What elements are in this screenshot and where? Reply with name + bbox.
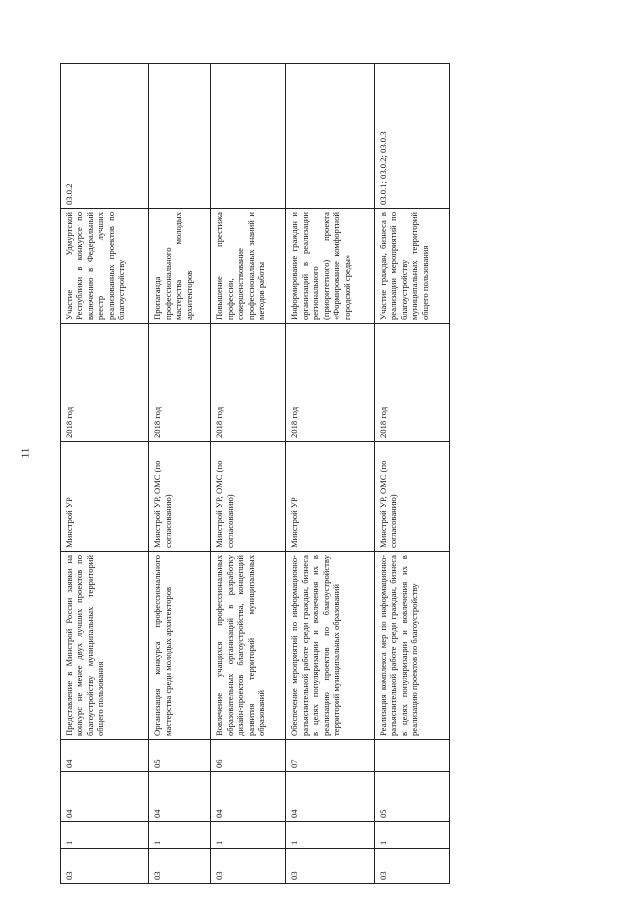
cell-implementation-period: 2018 год — [211, 324, 286, 442]
cell-event-name: Организация конкурса профессионального мастерства среди молодых архитекторов — [149, 552, 211, 740]
cell-event-name: Реализация комплекса мер по информационно-разъяснительной работе среди граждан, бизнеса в целях популяризации и вовлечения их в реализацию проектов по благоустройству — [374, 552, 449, 740]
cell-expected-result: Информирование граждан и организаций в реализации регионального (приоритетного) проекта «Формирование комфортной городской среды» — [286, 209, 374, 324]
table-row — [149, 64, 211, 884]
cell-code-event: 07 — [286, 740, 374, 772]
cell-event-name: Вовлечение учащихся профессиональных образовательных организаций в разработку дизайн-проектов благоустройства, концепций развития территорий муниципальных образований — [211, 552, 286, 740]
cell-executor: Минстрой УР, ОМС (по согласованию) — [149, 442, 211, 552]
cell-expected-result: Участие граждан, бизнеса в реализации мероприятий по благоустройству муниципальных территорий общего пользования — [374, 209, 449, 324]
cell-executor: Минстрой УР — [61, 442, 149, 552]
cell-code-subprogram: 1 — [149, 822, 211, 849]
page-number: 11 — [19, 447, 32, 459]
cell-implementation-period: 2018 год — [374, 324, 449, 442]
cell-code-subprogram: 1 — [286, 822, 374, 849]
cell-code-event: 06 — [211, 740, 286, 772]
cell-code-subprogram: 1 — [211, 822, 286, 849]
cell-related-indicators — [286, 64, 374, 209]
cell-code-main-event: 04 — [211, 772, 286, 822]
cell-executor: Минстрой УР — [286, 442, 374, 552]
cell-related-indicators — [211, 64, 286, 209]
rotated-table-container — [60, 64, 450, 884]
cell-code-main-event: 04 — [61, 772, 149, 822]
cell-expected-result: Повышение престижа профессии, совершенствование профессиональных знаний и методов работы — [211, 209, 286, 324]
cell-code-subprogram: 1 — [374, 822, 449, 849]
cell-code-main-event: 05 — [374, 772, 449, 822]
table-row — [286, 64, 374, 884]
cell-executor: Минстрой УР, ОМС (по согласованию) — [374, 442, 449, 552]
cell-code-event — [374, 740, 449, 772]
cell-code-program: 03 — [374, 849, 449, 884]
cell-code-main-event: 04 — [286, 772, 374, 822]
program-events-table — [60, 63, 450, 884]
cell-event-name: Представление в Минстрой России заявки на конкурс не менее двух лучших проектов по благоустройству муниципальных территорий общего пользования — [61, 552, 149, 740]
cell-implementation-period: 2018 год — [149, 324, 211, 442]
cell-code-subprogram: 1 — [61, 822, 149, 849]
cell-code-event: 04 — [61, 740, 149, 772]
table-row — [374, 64, 449, 884]
cell-related-indicators: 03.0.1; 03.0.2; 03.0.3 — [374, 64, 449, 209]
cell-code-event: 05 — [149, 740, 211, 772]
table-row — [211, 64, 286, 884]
cell-code-main-event: 04 — [149, 772, 211, 822]
cell-implementation-period: 2018 год — [286, 324, 374, 442]
cell-expected-result: Пропаганда профессионального мастерства молодых архитекторов — [149, 209, 211, 324]
cell-code-program: 03 — [211, 849, 286, 884]
cell-code-program: 03 — [61, 849, 149, 884]
cell-related-indicators — [149, 64, 211, 209]
cell-expected-result: Участие Удмуртской Республики в конкурсе по включению в Федеральный реестр лучших реализованных проектов по благоустройству — [61, 209, 149, 324]
cell-implementation-period: 2018 год — [61, 324, 149, 442]
table-row — [61, 64, 149, 884]
cell-related-indicators: 03.0.2 — [61, 64, 149, 209]
cell-event-name: Обеспечение мероприятий по информационно-разъяснительной работе среди граждан, бизнеса в целях популяризации и вовлечения их в реализацию проектов по благоустройству территорий муниципальных образований — [286, 552, 374, 740]
cell-code-program: 03 — [286, 849, 374, 884]
cell-executor: Минстрой УР, ОМС (по согласованию) — [211, 442, 286, 552]
cell-code-program: 03 — [149, 849, 211, 884]
